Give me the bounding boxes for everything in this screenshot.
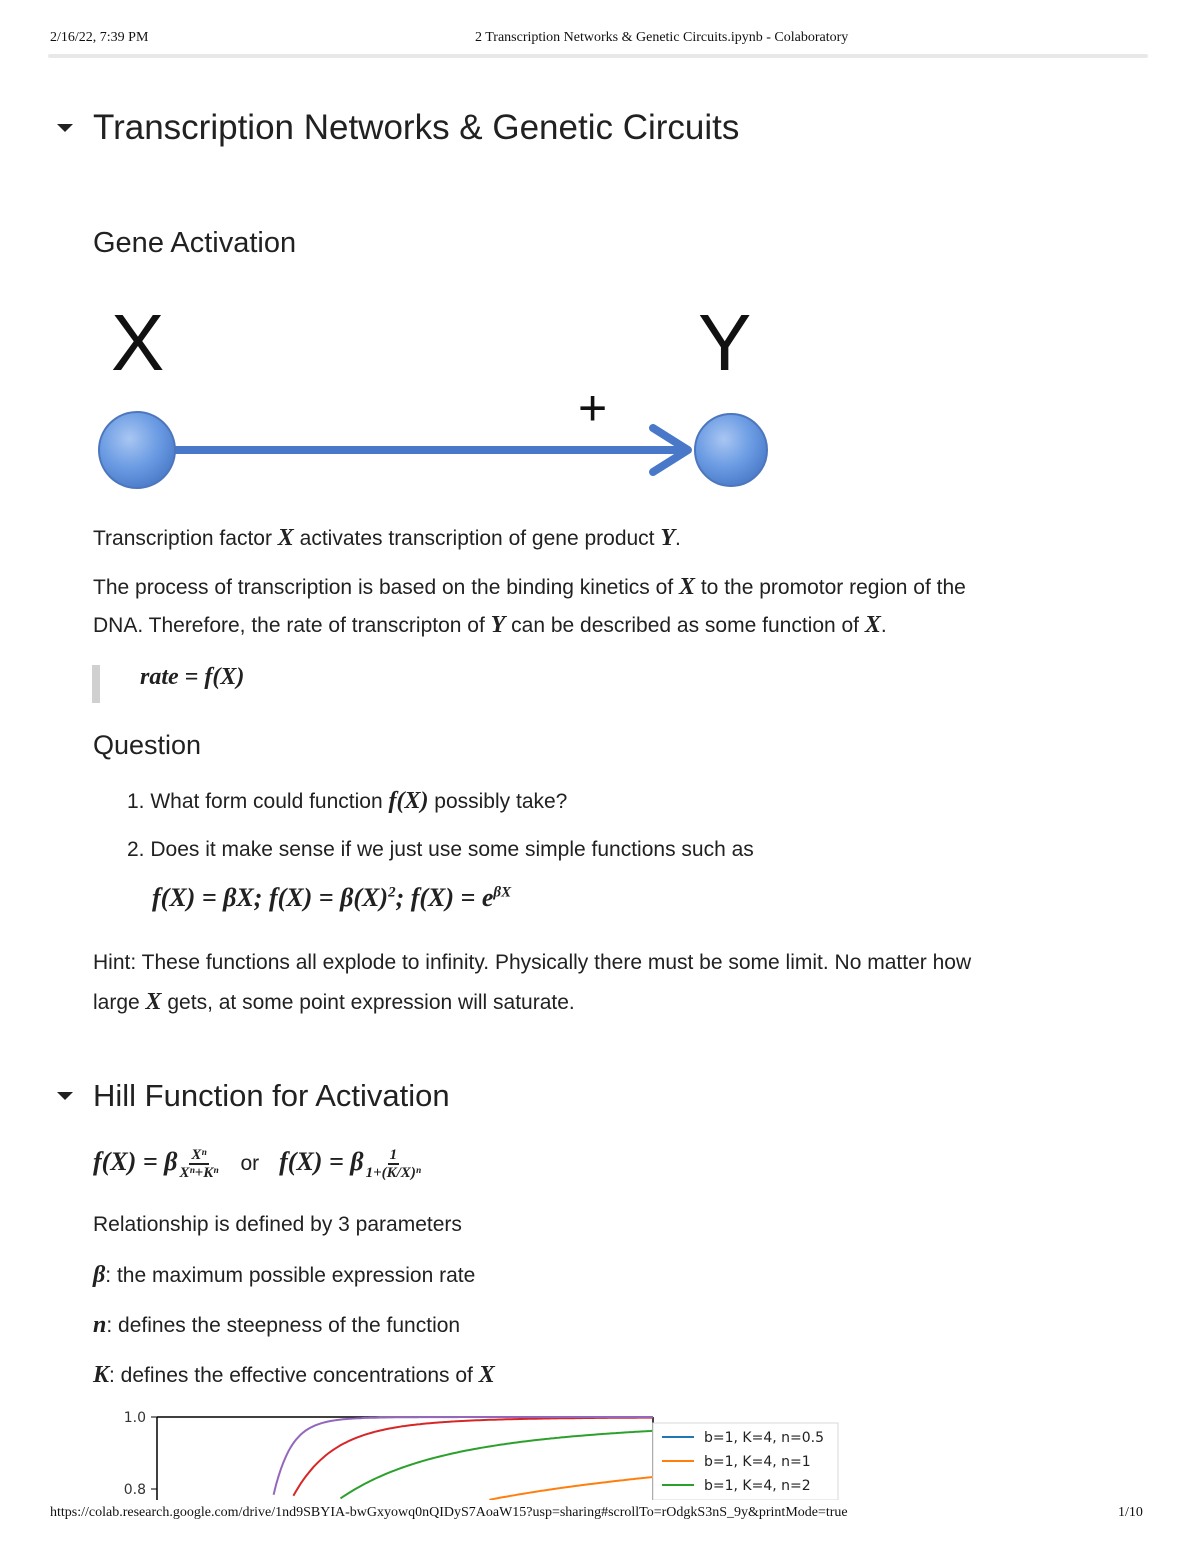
collapse-caret-icon[interactable]: [57, 1092, 73, 1100]
y-tick-label: 0.8: [123, 1482, 146, 1498]
collapse-caret-icon[interactable]: [57, 124, 73, 132]
section-title: Hill Function for Activation: [93, 1078, 450, 1113]
paragraph-binding-2: DNA. Therefore, the rate of transcripton of Y can be described as some function of X.: [93, 612, 887, 638]
paragraph-activation: Transcription factor X activates transcription of gene product Y.: [93, 525, 681, 551]
diagram-y-label: Y: [698, 298, 752, 387]
header-divider: [48, 54, 1148, 58]
series-line-3: [341, 1431, 654, 1499]
subsection-title: Gene Activation: [93, 227, 297, 259]
or-label: or: [240, 1152, 260, 1175]
section-title: Transcription Networks & Genetic Circuits: [93, 108, 740, 147]
section-header-hill[interactable]: [57, 1078, 450, 1114]
gene-activation-diagram: [93, 290, 775, 500]
node-y: [695, 414, 767, 486]
legend-label: b=1, K=4, n=1: [704, 1454, 811, 1470]
hill-equations: f(X) = β $\frac{\text{Xⁿ}}{\text{Xⁿ+Kⁿ}}$ or f(X) = β $\frac{1}{\text{1+(K/X)ⁿ}}$: [93, 1147, 422, 1182]
hill-function-chart: [110, 1405, 850, 1500]
section-header-transcription[interactable]: [57, 108, 739, 148]
question-item-1: 1. What form could function f(X) possibly take?: [127, 788, 568, 814]
print-datetime: 2/16/22, 7:39 PM: [50, 30, 149, 45]
print-url: https://colab.research.google.com/drive/1nd9SBYIA-bwGxyowq0nQIDyS7AoaW15?usp=sharing#scrollTo=rOdgkS3nS_9y&printMode=true: [50, 1505, 848, 1520]
rate-equation: rate = f(X): [140, 664, 245, 690]
simple-functions-equation: f(X) = βX; $f(X) = \beta(X)^2$; $f(X) = e^{\beta X}$: [152, 883, 512, 912]
question-item-2: 2. Does it make sense if we just use some simple functions such as: [127, 838, 754, 861]
parameters-intro: Relationship is defined by 3 parameters: [93, 1213, 462, 1236]
param-k: K: defines the effective concentrations of X: [93, 1362, 495, 1388]
diagram-sign: +: [578, 380, 608, 436]
diagram-x-label: X: [111, 298, 165, 387]
series-line-2: [489, 1477, 653, 1500]
param-beta: β: the maximum possible expression rate: [93, 1262, 476, 1288]
node-x: [99, 412, 175, 488]
param-n: n: defines the steepness of the function: [93, 1312, 461, 1338]
hint-line-2: large X gets, at some point expression will saturate.: [93, 989, 575, 1015]
legend-label: b=1, K=4, n=0.5: [704, 1430, 825, 1446]
print-title: 2 Transcription Networks & Genetic Circuits.ipynb - Colaboratory: [475, 30, 849, 45]
print-page-number: 1/10: [1118, 1505, 1143, 1520]
blockquote-bar: [92, 665, 100, 703]
y-tick-label: 1.0: [123, 1410, 146, 1426]
paragraph-binding-1: The process of transcription is based on the binding kinetics of X to the promotor region of the: [93, 574, 966, 600]
question-title: Question: [93, 730, 202, 760]
hint-line-1: Hint: These functions all explode to infinity. Physically there must be some limit. No matter how: [93, 951, 972, 974]
legend-label: b=1, K=4, n=2: [704, 1478, 811, 1494]
